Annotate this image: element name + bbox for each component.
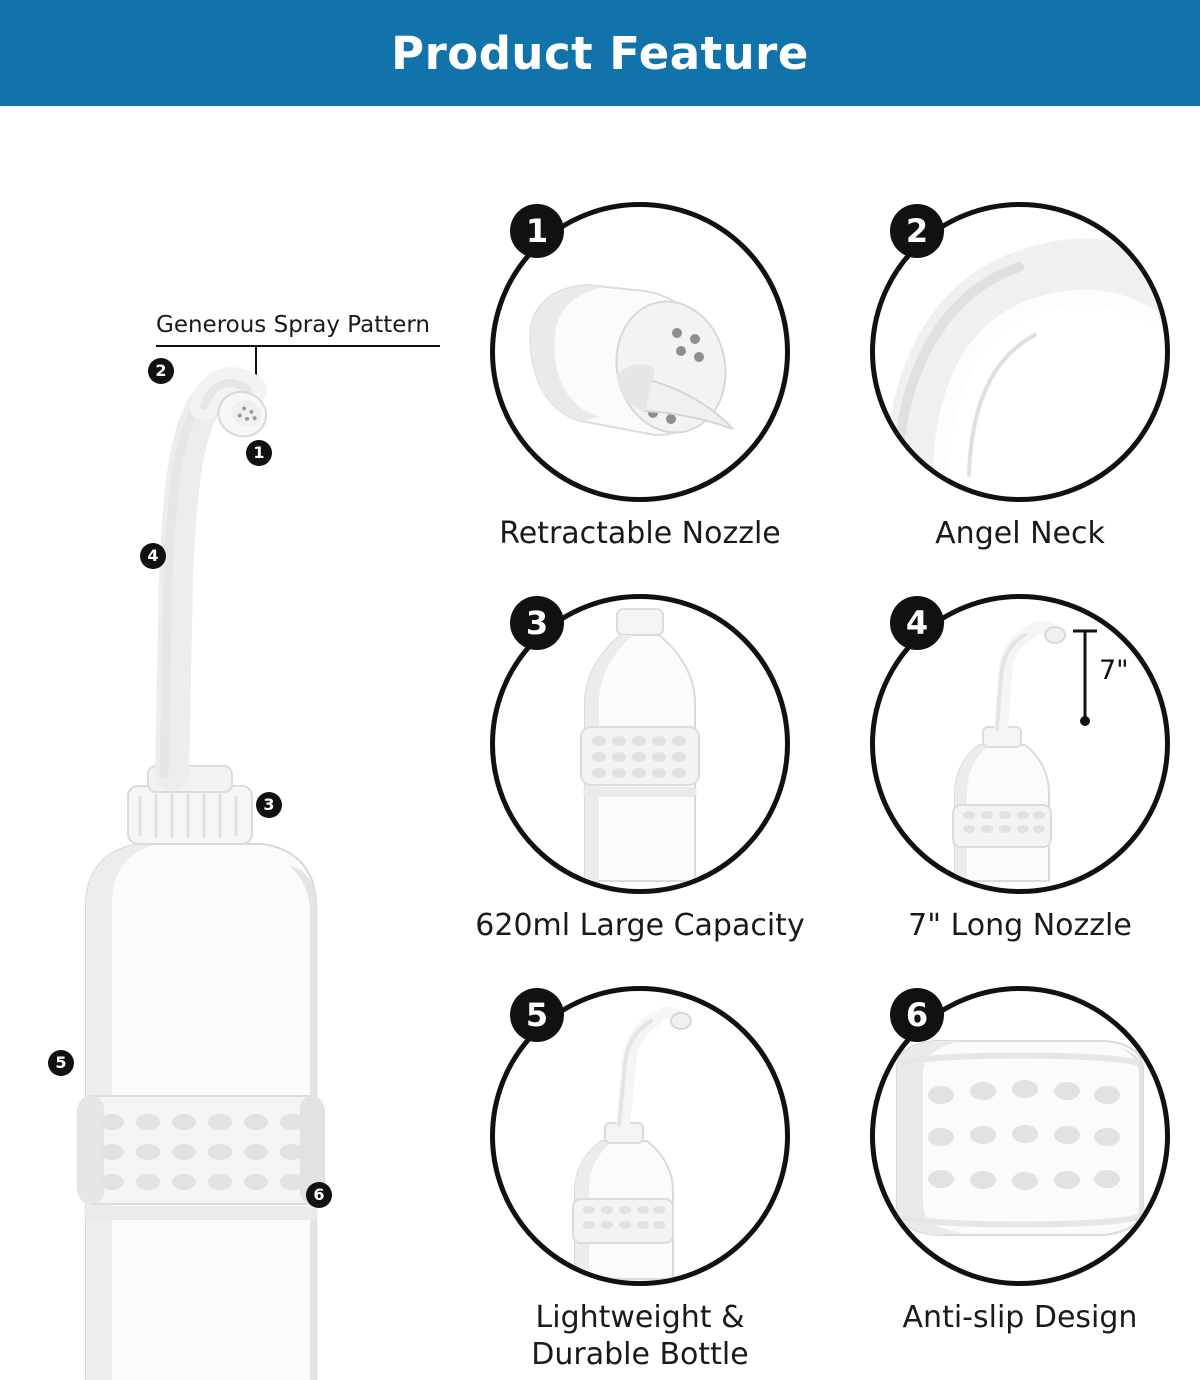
content-area xyxy=(0,106,1200,1380)
feature-3-caption: 620ml Large Capacity xyxy=(475,908,805,943)
page-header xyxy=(0,0,1200,106)
feature-1-caption: Retractable Nozzle xyxy=(499,516,781,551)
feature-grid xyxy=(440,106,1200,1380)
page-title: Product Feature xyxy=(391,26,809,80)
feature-4-caption: 7" Long Nozzle xyxy=(908,908,1132,943)
feature-4-circle-wrap xyxy=(870,594,1170,894)
feature-2-badge: 2 xyxy=(890,204,944,258)
spray-pattern-label: Generous Spray Pattern xyxy=(156,312,431,338)
feature-card-2[interactable] xyxy=(840,202,1200,553)
feature-3-circle-wrap xyxy=(490,594,790,894)
feature-2-caption: Angel Neck xyxy=(935,516,1105,551)
feature-5-circle-wrap xyxy=(490,986,790,1286)
product-illustration xyxy=(0,106,440,1380)
feature-1-badge: 1 xyxy=(510,204,564,258)
feature-card-4[interactable] xyxy=(840,594,1200,945)
feature-4-dimension: 7" xyxy=(1099,655,1129,686)
product-marker-1: 1 xyxy=(246,440,272,466)
feature-card-1[interactable] xyxy=(460,202,820,553)
product-svg xyxy=(0,106,440,1380)
feature-5-caption-line1: Lightweight & xyxy=(535,1300,745,1335)
product-marker-4: 4 xyxy=(140,543,166,569)
feature-2-circle-wrap xyxy=(870,202,1170,502)
feature-5-caption xyxy=(460,1300,820,1373)
feature-6-circle-wrap xyxy=(870,986,1170,1286)
feature-3-badge: 3 xyxy=(510,596,564,650)
feature-card-6[interactable] xyxy=(840,986,1200,1337)
feature-4-badge: 4 xyxy=(890,596,944,650)
feature-6-caption: Anti-slip Design xyxy=(902,1300,1138,1335)
product-marker-2: 2 xyxy=(148,358,174,384)
feature-6-badge: 6 xyxy=(890,988,944,1042)
feature-card-5[interactable] xyxy=(460,986,820,1373)
product-marker-6: 6 xyxy=(306,1182,332,1208)
product-marker-5: 5 xyxy=(48,1050,74,1076)
feature-card-3[interactable] xyxy=(460,594,820,945)
feature-1-circle-wrap xyxy=(490,202,790,502)
product-marker-3: 3 xyxy=(256,792,282,818)
feature-5-badge: 5 xyxy=(510,988,564,1042)
feature-5-caption-line2: Durable Bottle xyxy=(531,1336,749,1372)
